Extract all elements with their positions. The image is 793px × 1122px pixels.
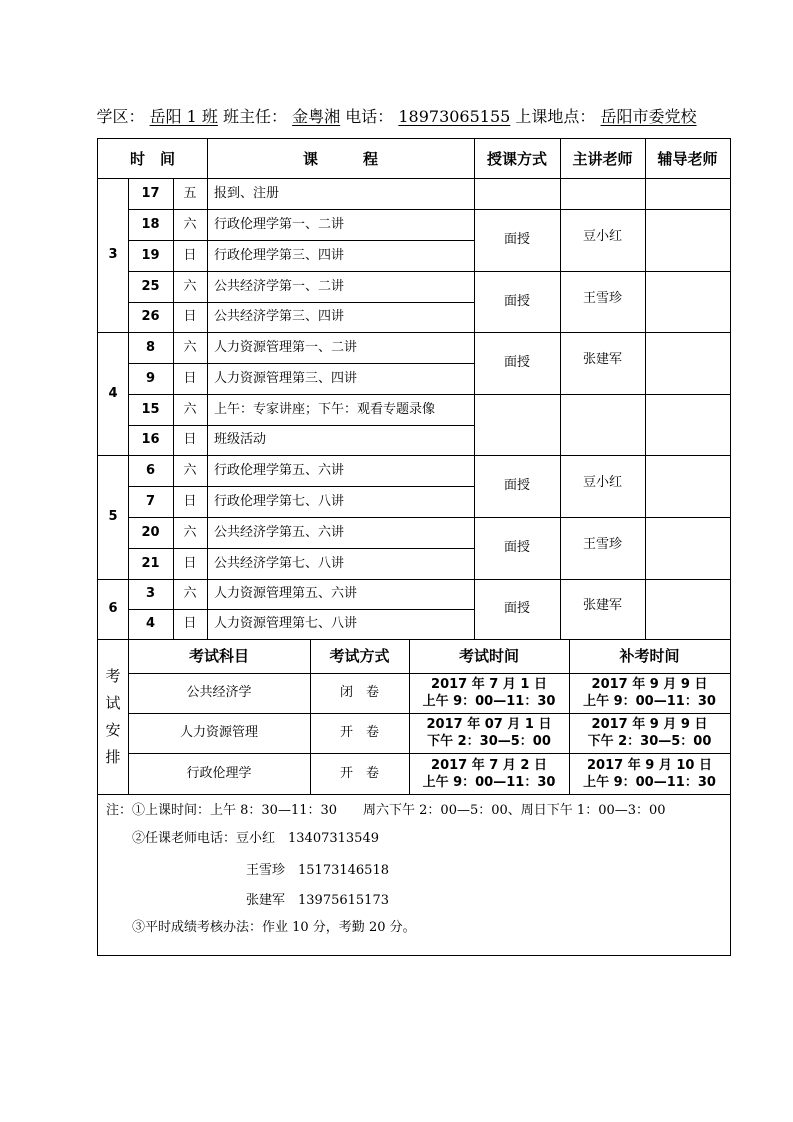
exam-method: 开 卷 [339, 725, 379, 740]
note-class-time: 注：①上课时间：上午 8：30—11：30 周六下午 2：00—5：00、周日下午 1：00—3：00 [106, 803, 666, 818]
exam-makeup-time: 上午 9：00—11：30 [583, 774, 716, 790]
row-day: 26 [141, 309, 160, 324]
row-day: 8 [145, 339, 156, 355]
exam-makeup-time [569, 673, 730, 713]
row-weekday: 日 [183, 309, 197, 324]
exam-makeup-time [569, 713, 730, 753]
row-course: 行政伦理学第一、二讲 [214, 216, 345, 232]
exam-makeup-date: 2017 年 9 月 9 日 [591, 677, 708, 692]
exam-subject: 公共经济学 [186, 685, 252, 700]
column-header-main-teacher: 主讲老师 [572, 149, 633, 168]
grid-line [98, 794, 730, 795]
exam-makeup-time [569, 753, 730, 794]
row-weekday: 六 [183, 278, 197, 294]
teaching-method: 面授 [503, 540, 530, 555]
note-teacher-phones: ②任课老师电话：豆小红 13407313549 [132, 831, 379, 846]
row-weekday: 日 [183, 370, 197, 386]
row-course: 公共经济学第七、八讲 [214, 555, 345, 571]
column-header-tutor: 辅导老师 [657, 149, 718, 168]
row-course: 行政伦理学第五、六讲 [214, 462, 345, 478]
row-weekday: 五 [183, 185, 197, 201]
exam-time [409, 673, 569, 713]
teacher-name: 王雪珍 [582, 290, 622, 306]
grid-line [474, 394, 730, 395]
row-course: 行政伦理学第七、八讲 [214, 493, 345, 509]
row-day: 20 [141, 524, 160, 540]
exam-makeup-time: 上午 9：00—11：30 [583, 694, 716, 709]
row-course: 人力资源管理第一、二讲 [214, 339, 358, 355]
row-day: 17 [141, 185, 160, 201]
exam-time: 上午 9：00—11：30 [422, 774, 556, 790]
row-course: 公共经济学第一、二讲 [214, 278, 345, 294]
exam-makeup-date: 2017 年 9 月 9 日 [591, 717, 708, 732]
location-label: 上课地点： [515, 107, 596, 126]
teaching-method: 面授 [503, 232, 530, 247]
teacher-name: 王雪珍 [582, 537, 622, 552]
row-weekday: 六 [183, 339, 197, 355]
column-header-course: 课 程 [302, 149, 378, 168]
row-course: 人力资源管理第三、四讲 [214, 370, 358, 386]
exam-time: 上午 9：00—11：30 [422, 694, 556, 709]
page-header [0, 106, 793, 128]
exam-section-label [98, 639, 128, 794]
exam-time [409, 753, 569, 794]
row-course: 公共经济学第五、六讲 [214, 524, 345, 540]
month-label: 3 [108, 247, 118, 262]
row-weekday: 六 [183, 524, 197, 540]
exam-subject: 行政伦理学 [186, 765, 252, 781]
row-course: 报到、注册 [214, 185, 280, 201]
exam-makeup-time: 下午 2：30—5：00 [587, 734, 712, 749]
teacher-name: 豆小红 [582, 475, 622, 490]
district-label: 学区： [96, 107, 145, 126]
row-day: 4 [145, 616, 156, 631]
row-course: 人力资源管理第五、六讲 [214, 586, 358, 601]
row-course: 班级活动 [214, 432, 267, 447]
row-weekday: 六 [183, 462, 197, 478]
exam-method: 开 卷 [339, 765, 379, 781]
row-weekday: 日 [183, 432, 197, 447]
grid-line [207, 139, 208, 639]
teaching-method: 面授 [503, 293, 530, 309]
teacher-name: 豆小红 [582, 229, 622, 244]
exam-makeup-date: 2017 年 9 月 10 日 [587, 757, 712, 773]
exam-header-time: 考试时间 [458, 647, 519, 665]
phone-value: 18973065155 [398, 107, 511, 126]
row-course: 人力资源管理第七、八讲 [214, 616, 358, 631]
row-day: 18 [141, 216, 160, 232]
exam-date: 2017 年 7 月 1 日 [431, 677, 547, 692]
exam-time [409, 713, 569, 753]
row-day: 21 [141, 555, 160, 571]
row-weekday: 日 [183, 555, 197, 571]
row-day: 6 [145, 462, 156, 478]
row-day: 19 [141, 247, 160, 263]
exam-method: 闭 卷 [339, 685, 379, 700]
row-day: 25 [141, 278, 160, 294]
exam-label-char: 安 [105, 720, 121, 739]
row-weekday: 日 [183, 493, 197, 509]
row-day: 7 [145, 493, 156, 509]
row-weekday: 六 [183, 216, 197, 232]
row-day: 15 [141, 401, 160, 417]
grid-line [645, 139, 646, 639]
row-course: 公共经济学第三、四讲 [214, 309, 345, 324]
teaching-method: 面授 [503, 601, 530, 616]
row-weekday: 日 [183, 247, 197, 263]
note-phone-zhang: 张建军 13975615173 [246, 893, 389, 908]
row-weekday: 六 [183, 586, 197, 601]
teacher-label: 班主任： [223, 107, 288, 126]
exam-header-method: 考试方式 [329, 647, 390, 665]
column-header-method: 授课方式 [486, 149, 547, 168]
row-day: 16 [141, 432, 160, 447]
row-day: 3 [145, 586, 156, 601]
row-day: 9 [145, 370, 156, 386]
teacher-value: 金粤湘 [292, 107, 341, 126]
teacher-name: 张建军 [582, 598, 622, 613]
teacher-name: 张建军 [582, 352, 622, 367]
row-weekday: 日 [183, 616, 197, 631]
row-course: 上午：专家讲座；下午：观看专题录像 [214, 401, 436, 417]
row-weekday: 六 [183, 401, 197, 417]
note-grading: ③平时成绩考核办法：作业 10 分，考勤 20 分。 [132, 920, 416, 935]
exam-label-char: 排 [105, 747, 121, 766]
schedule-table [97, 138, 731, 956]
exam-time: 下午 2：30—5：00 [427, 734, 551, 749]
exam-label-char: 考 [105, 666, 121, 685]
exam-header-subject: 考试科目 [188, 647, 249, 665]
month-label: 5 [108, 509, 118, 524]
month-label: 4 [108, 385, 118, 401]
row-course: 行政伦理学第三、四讲 [214, 247, 345, 263]
location-value: 岳阳市委党校 [600, 107, 697, 126]
exam-date: 2017 年 07 月 1 日 [426, 717, 552, 732]
exam-date: 2017 年 7 月 2 日 [431, 757, 547, 773]
note-phone-wang: 王雪珍 15173146518 [246, 863, 389, 878]
exam-label-char: 试 [105, 693, 121, 712]
phone-label: 电话： [345, 107, 394, 126]
exam-subject: 人力资源管理 [179, 725, 258, 740]
month-label: 6 [108, 601, 118, 616]
column-header-time: 时 间 [129, 149, 175, 168]
district-value: 岳阳 1 班 [149, 107, 218, 126]
teaching-method: 面授 [503, 355, 530, 370]
exam-header-makeup: 补考时间 [619, 647, 680, 665]
teaching-method: 面授 [503, 478, 530, 493]
